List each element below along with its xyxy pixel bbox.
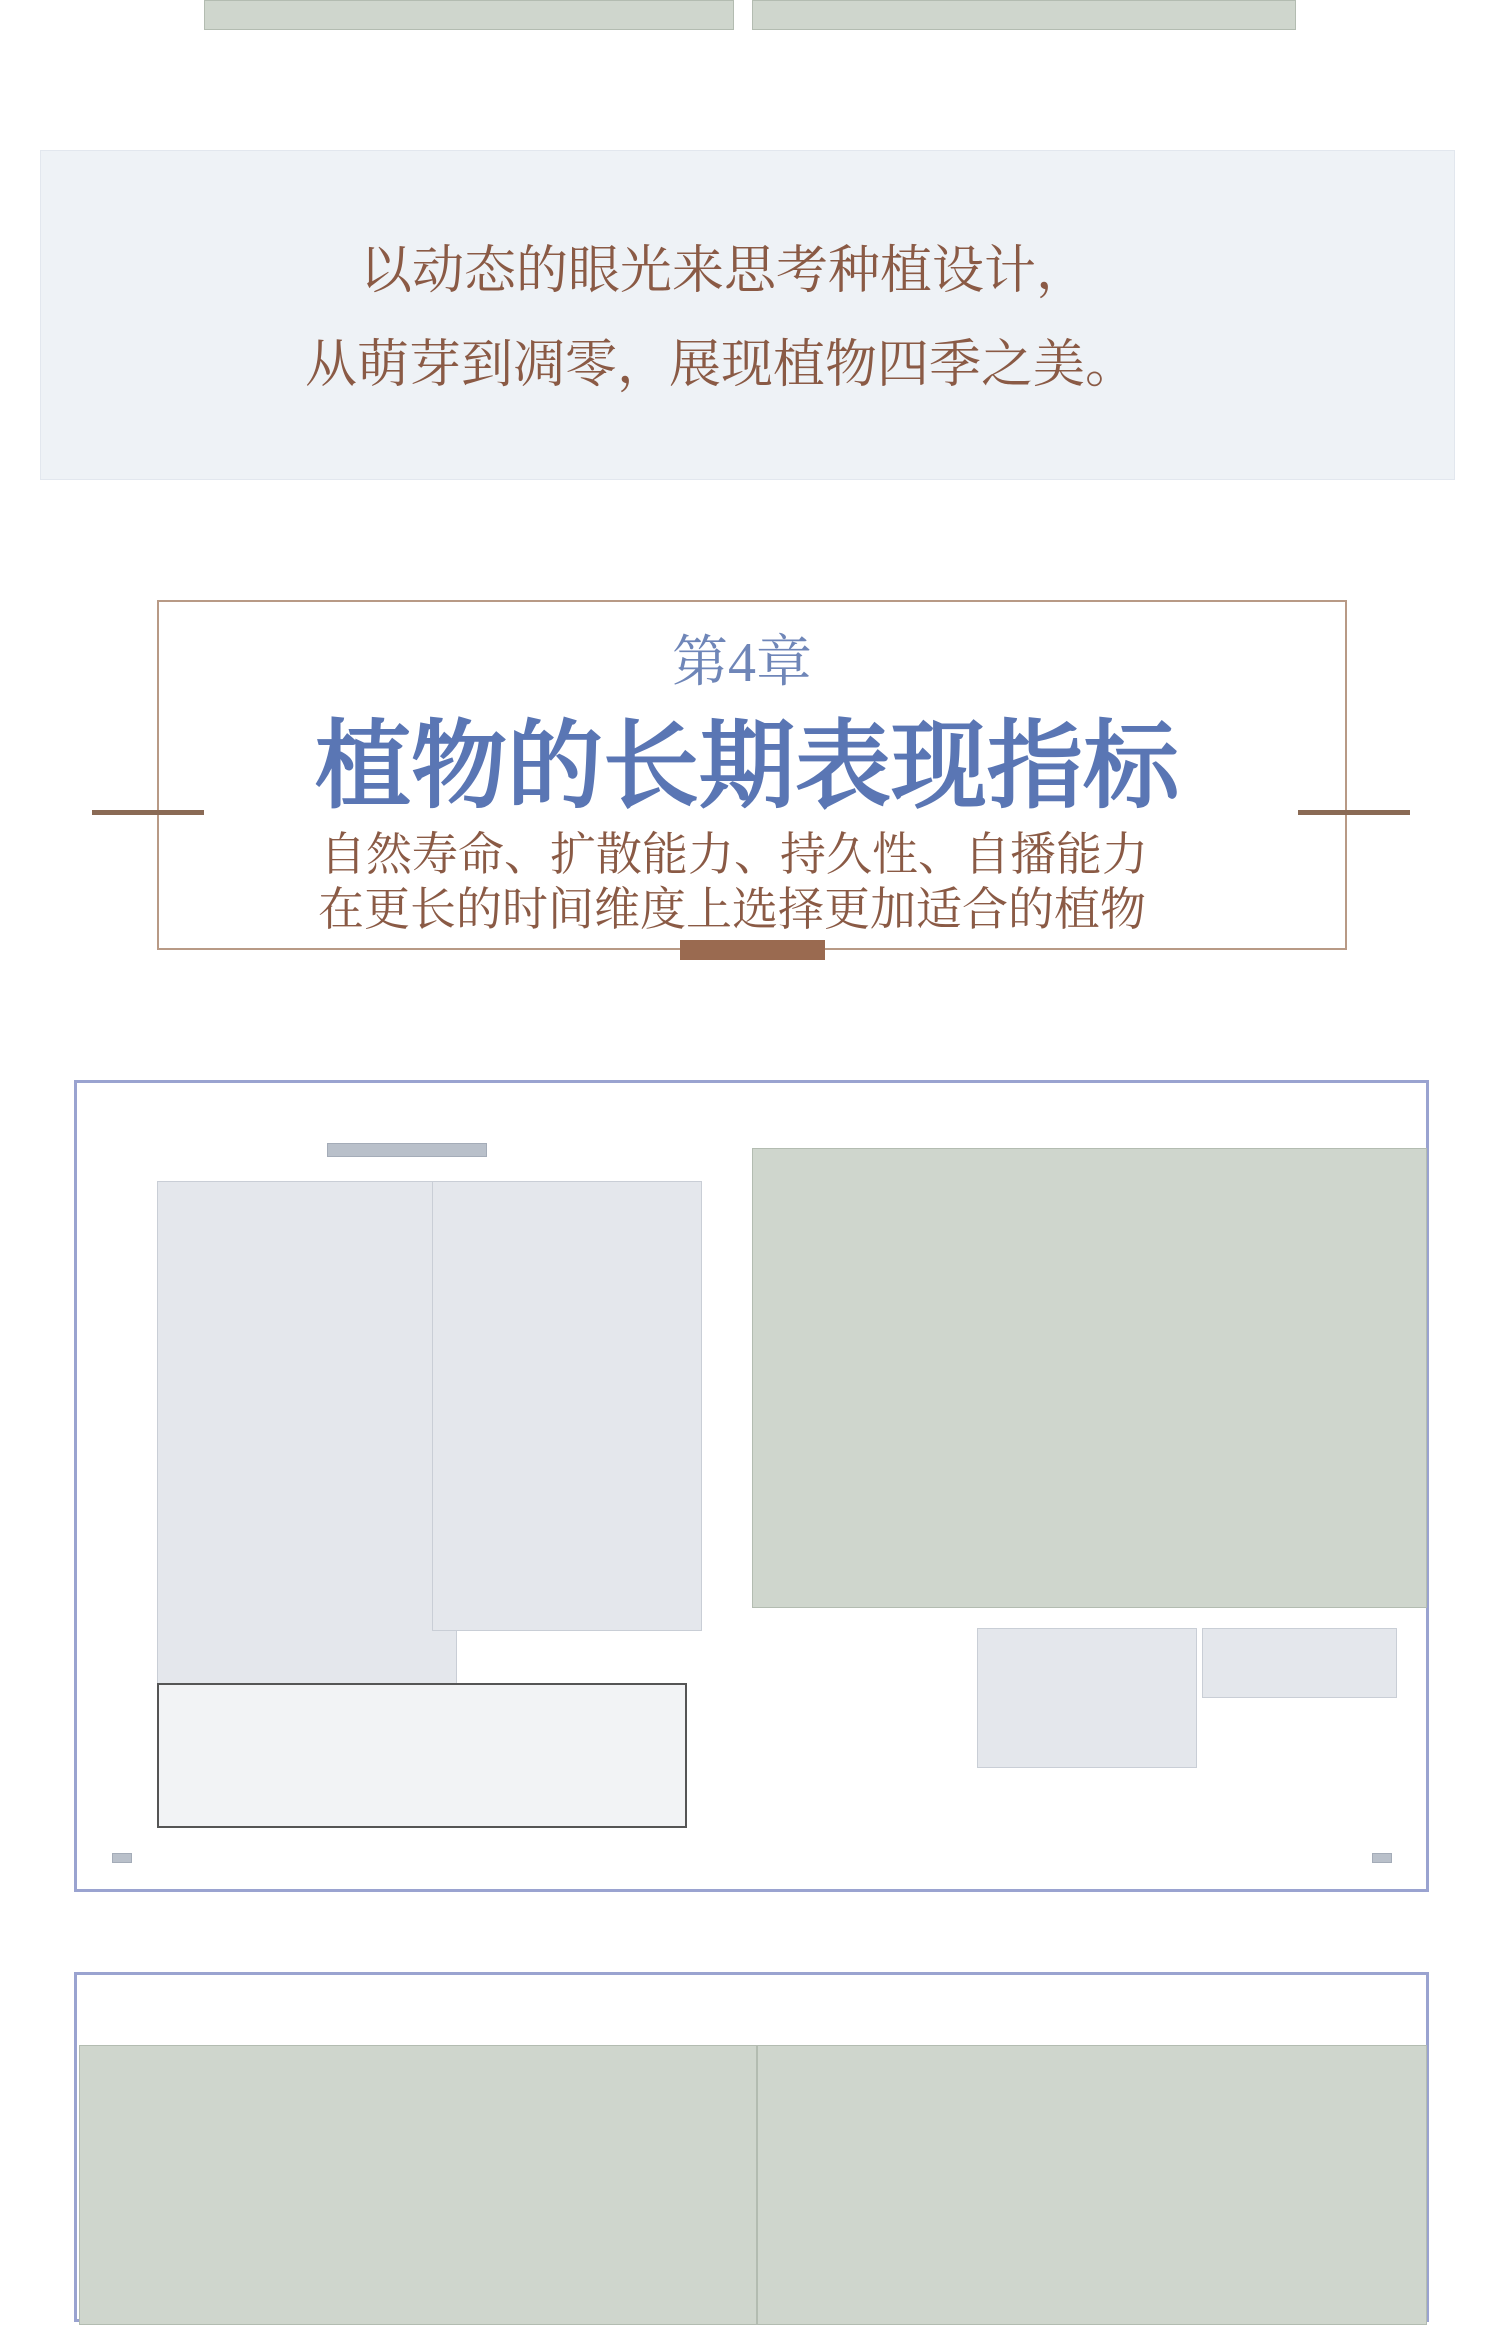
chapter-subtitle-1: 自然寿命、扩散能力、持久性、自播能力 xyxy=(320,828,1148,880)
spread1-heading xyxy=(327,1143,487,1157)
spread1-text-col-2 xyxy=(432,1181,702,1631)
spread1-text-col-1 xyxy=(157,1181,457,1701)
book-spread-1 xyxy=(74,1080,1429,1892)
chapter-bottom-bar xyxy=(680,940,825,960)
chapter-rule-right xyxy=(1298,810,1410,815)
banner-line-2: 从萌芽到凋零，展现植物四季之美。 xyxy=(305,336,1138,394)
chapter-subtitle-2: 在更长的时间维度上选择更加适合的植物 xyxy=(318,883,1146,935)
book-spread-2 xyxy=(74,1972,1429,2322)
banner-line-1: 以动态的眼光来思考种植设计， xyxy=(360,242,1089,300)
spread1-caption-2 xyxy=(1202,1628,1397,1698)
spread1-caption-1 xyxy=(977,1628,1197,1768)
spread1-photo xyxy=(752,1148,1427,1608)
chapter-label: 第4章 xyxy=(672,632,812,694)
spread1-page-number-left xyxy=(112,1853,132,1863)
top-left-photo xyxy=(204,0,734,30)
spread2-photo-right xyxy=(757,2045,1427,2325)
banner-panel xyxy=(40,150,1455,480)
top-right-photo xyxy=(752,0,1296,30)
chapter-title: 植物的长期表现指标 xyxy=(315,713,1179,820)
chapter-rule-left xyxy=(92,810,204,815)
spread2-photo-left xyxy=(79,2045,757,2325)
spread1-page-number-right xyxy=(1372,1853,1392,1863)
spread1-table xyxy=(157,1683,687,1828)
